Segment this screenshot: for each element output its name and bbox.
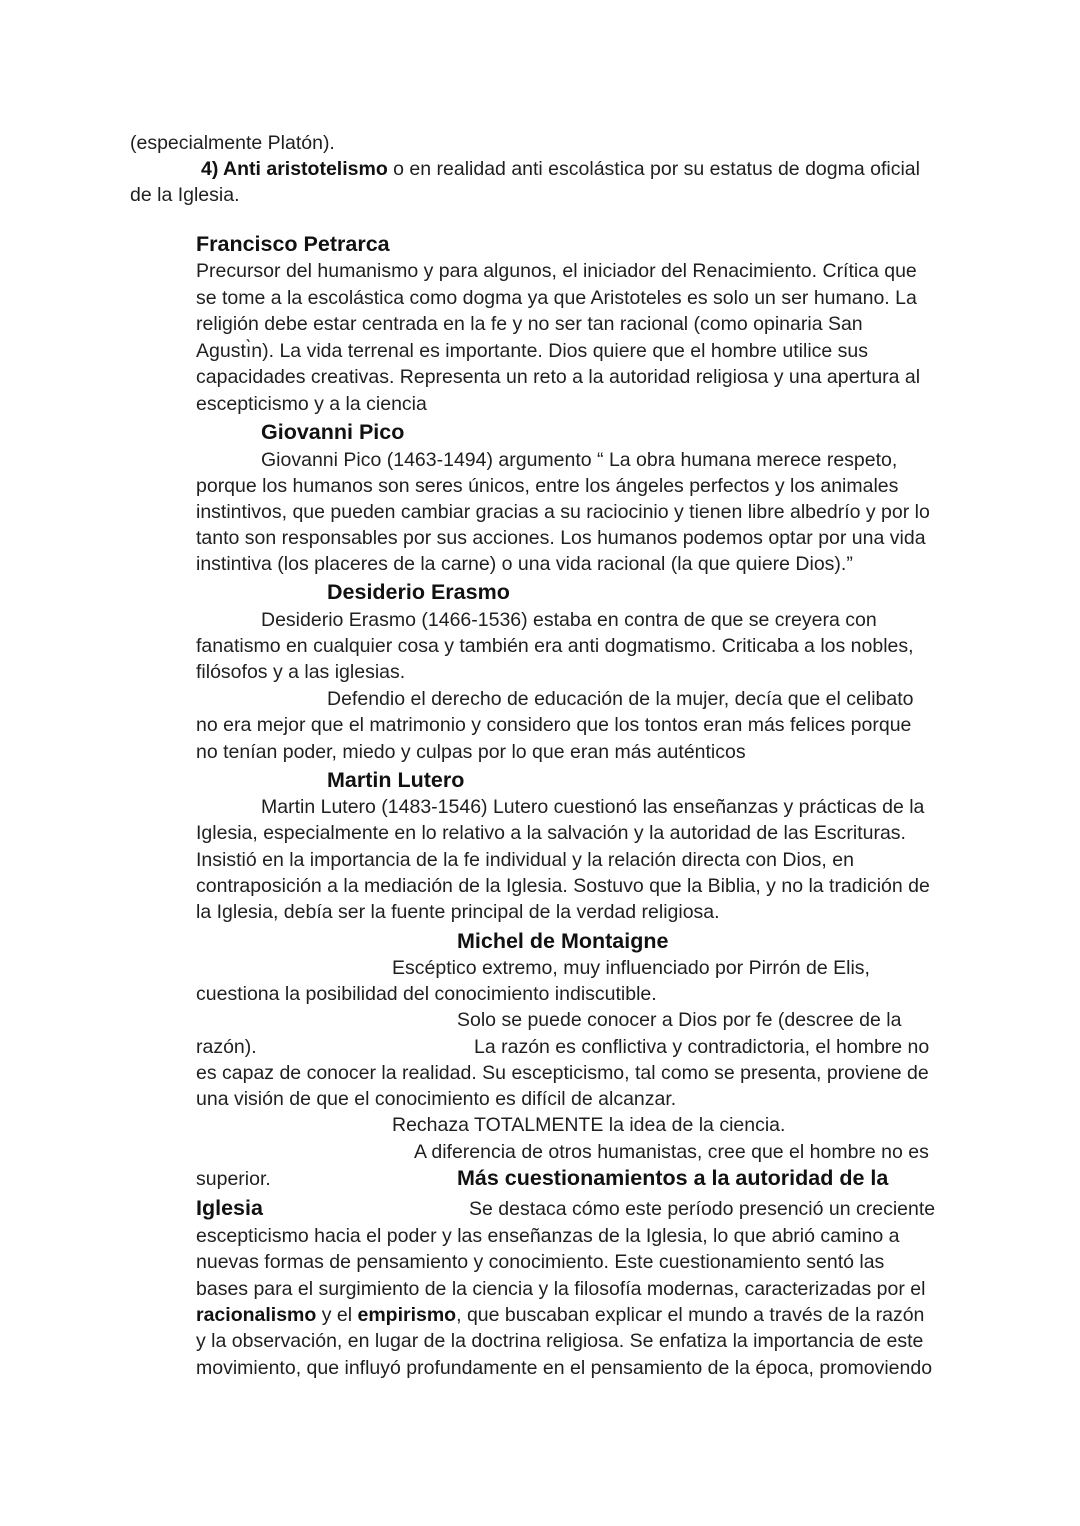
point-4-text: o en realidad anti escolástica por su estatus de dogma oficial <box>387 158 920 180</box>
paragraph-line: bases para el surgimiento de la ciencia y la filosofía modernas, caracterizadas por el <box>196 1278 926 1300</box>
paragraph-line: Rechaza TOTALMENTE la idea de la ciencia. <box>392 1114 786 1136</box>
paragraph-line: Defendio el derecho de educación de la mujer, decía que el celibato <box>327 688 914 710</box>
intro-line-3: de la Iglesia. <box>130 184 240 206</box>
paragraph-line: La razón es conflictiva y contradictoria, el hombre no <box>474 1036 930 1058</box>
paragraph-line: es capaz de conocer la realidad. Su escepticismo, tal como se presenta, proviene de <box>196 1062 929 1084</box>
heading-petrarca: Francisco Petrarca <box>196 232 390 256</box>
paragraph-line: capacidades creativas. Representa un reto a la autoridad religiosa y una apertura al <box>196 366 921 388</box>
paragraph-line: Martin Lutero (1483-1546) Lutero cuestionó las enseñanzas y prácticas de la <box>261 796 925 818</box>
paragraph-line: filósofos y a las iglesias. <box>196 661 406 683</box>
heading-erasmo: Desiderio Erasmo <box>327 580 510 604</box>
paragraph-line: Escéptico extremo, muy influenciado por Pirrón de Elis, <box>392 957 870 979</box>
paragraph-line: Iglesia, especialmente en lo relativo a la salvación y la autoridad de las Escrituras. <box>196 822 906 844</box>
paragraph-line: la Iglesia, debía ser la fuente principal de la verdad religiosa. <box>196 901 720 923</box>
paragraph-line: Solo se puede conocer a Dios por fe (descree de la <box>457 1009 902 1031</box>
point-4-label: 4) Anti aristotelismo <box>201 158 388 180</box>
paragraph-line: una visión de que el conocimiento es difícil de alcanzar. <box>196 1088 677 1110</box>
paragraph-line: se tome a la escolástica como dogma ya que Aristoteles es solo un ser humano. La <box>196 287 917 309</box>
paragraph-line: Insistió en la importancia de la fe individual y la relación directa con Dios, en <box>196 849 854 871</box>
point-4-line <box>201 156 920 182</box>
heading-cuestionamientos: Más cuestionamientos a la autoridad de la <box>457 1166 889 1190</box>
paragraph-line: no era mejor que el matrimonio y considero que los tontos eran más felices porque <box>196 714 912 736</box>
paragraph-line: Desiderio Erasmo (1466-1536) estaba en contra de que se creyera con <box>261 609 877 631</box>
inline-text: , que buscaban explicar el mundo a través de la razón <box>456 1304 925 1326</box>
paragraph-line: movimiento, que influyó profundamente en el pensamiento de la época, promoviendo <box>196 1357 933 1379</box>
paragraph-line: no tenían poder, miedo y culpas por lo que eran más auténticos <box>196 741 746 763</box>
paragraph-line: cuestiona la posibilidad del conocimiento indiscutible. <box>196 983 657 1005</box>
paragraph-line: escepticismo y a la ciencia <box>196 393 427 415</box>
paragraph-line <box>196 1302 924 1328</box>
paragraph-line: A diferencia de otros humanistas, cree que el hombre no es <box>414 1141 929 1163</box>
paragraph-line: nuevas formas de pensamiento y conocimiento. Este cuestionamiento sentó las <box>196 1251 885 1273</box>
paragraph-line: instintivos, que pueden cambiar gracias a su raciocinio y tienen libre albedrío y por lo <box>196 501 930 523</box>
intro-line-1: (especialmente Platón). <box>130 132 335 154</box>
heading-pico: Giovanni Pico <box>261 420 405 444</box>
paragraph-line: porque los humanos son seres únicos, entre los ángeles perfectos y los animales <box>196 475 899 497</box>
paragraph-line: y la observación, en lugar de la doctrina religiosa. Se enfatiza la importancia de este <box>196 1330 924 1352</box>
paragraph-line: razón). <box>196 1036 257 1058</box>
heading-cuestionamientos-cont: Iglesia <box>196 1196 263 1220</box>
heading-lutero: Martin Lutero <box>327 768 465 792</box>
paragraph-line: tanto son responsables por sus acciones. Los humanos podemos optar por una vida <box>196 527 926 549</box>
bold-empirismo: empirismo <box>357 1304 457 1326</box>
paragraph-line: Se destaca cómo este período presenció un creciente <box>469 1198 936 1220</box>
paragraph-line: instintiva (los placeres de la carne) o una vida racional (la que quiere Dios).” <box>196 553 853 575</box>
inline-text: y el <box>316 1304 358 1326</box>
paragraph-line: contraposición a la mediación de la Iglesia. Sostuvo que la Biblia, y no la tradición de <box>196 875 930 897</box>
paragraph-line: superior. <box>196 1168 271 1190</box>
paragraph-line: religión debe estar centrada en la fe y no ser tan racional (como opinaria San <box>196 313 863 335</box>
paragraph-line: escepticismo hacia el poder y las enseñanzas de la Iglesia, lo que abrió camino a <box>196 1225 900 1247</box>
paragraph-line: Precursor del humanismo y para algunos, el iniciador del Renacimiento. Crítica que <box>196 260 917 282</box>
bold-racionalismo: racionalismo <box>196 1304 317 1326</box>
heading-montaigne: Michel de Montaigne <box>457 929 669 953</box>
paragraph-line: fanatismo en cualquier cosa y también era anti dogmatismo. Criticaba a los nobles, <box>196 635 914 657</box>
paragraph-line: Agustı̀n). La vida terrenal es importante. Dios quiere que el hombre utilice sus <box>196 340 869 362</box>
paragraph-line: Giovanni Pico (1463-1494) argumento “ La obra humana merece respeto, <box>261 449 898 471</box>
